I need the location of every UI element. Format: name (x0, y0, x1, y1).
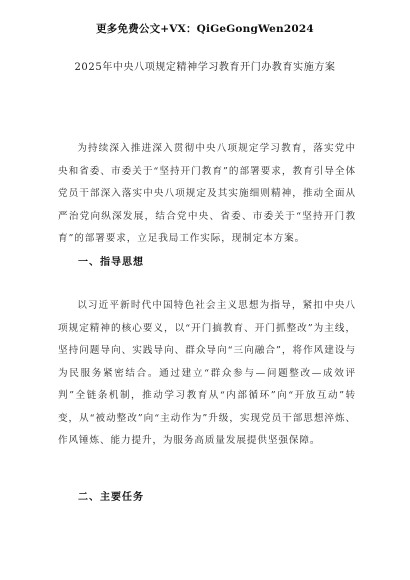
section-heading-guiding-ideology: 一、指导思想 (78, 257, 144, 268)
section-body-guiding-ideology: 以习近平新时代中国特色社会主义思想为指导，紧扣中央八项规定精神的核心要义，以“开门搞教育、开门抓整改”为主线，坚持问题导向、实践导向、群众导向“三向融合”，将作风建设与为民服务紧密结合。通过建立“群众参与—问题整改—成效评判”全链条机制，推动学习教育从“内部循环”向“开放互动”转变，从“被动整改”向“主动作为”升级，实现党员干部思想淬炼、作风锤炼、能力提升，为服务高质量发展提供坚强保障。 (58, 300, 356, 446)
section-heading-main-tasks: 二、主要任务 (78, 492, 144, 503)
watermark-header: 更多免费公文+VX：QiGeGongWen2024 (96, 23, 314, 35)
intro-paragraph: 为持续深入推进深入贯彻中央八项规定学习教育，落实党中央和省委、市委关于“坚持开门教育”的部署要求，教育引导全体党员干部深入落实中央八项规定及其实施细则精神，推动全面从严治党向纵深发展，结合党中央、省委、市委关于“坚持开门教育”的部署要求，立足我局工作实际，现制定本方案。 (58, 143, 356, 244)
document-title: 2025年中央八项规定精神学习教育开门办教育实施方案 (74, 62, 336, 73)
